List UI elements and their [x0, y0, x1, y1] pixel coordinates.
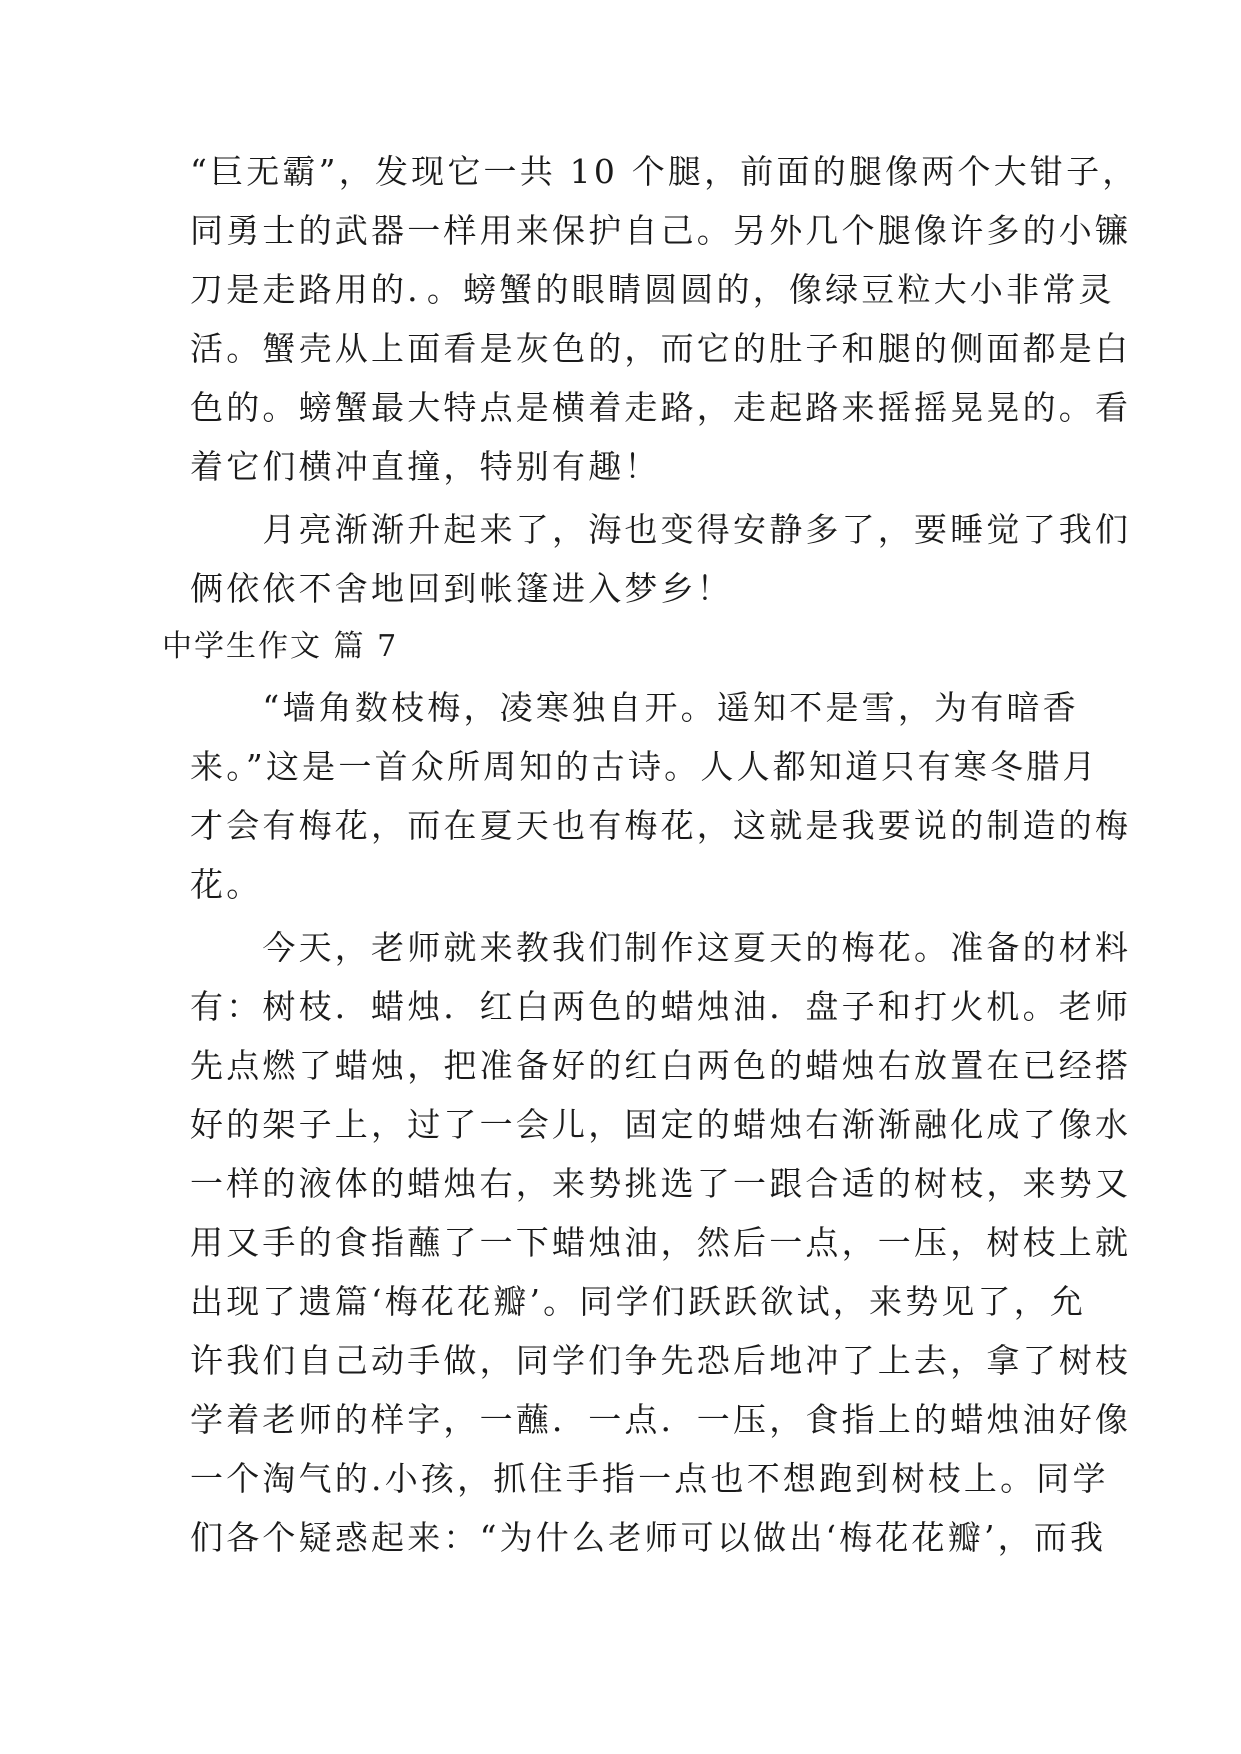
text-line: 才会有梅花，而在夏天也有梅花，这就是我要说的制造的梅 — [190, 806, 1132, 845]
text-line: “墙角数枝梅，凌寒独自开。遥知不是雪，为有暗香 — [190, 688, 1079, 727]
text-line: 来。”这是一首众所周知的古诗。人人都知道只有寒冬腊月 — [190, 747, 1099, 786]
text-line: 有：树枝．蜡烛．红白两色的蜡烛油．盘子和打火机。老师 — [190, 987, 1132, 1026]
text-line: 色的。螃蟹最大特点是横着走路，走起路来摇摇晃晃的。看 — [190, 388, 1132, 427]
text-line: 月亮渐渐升起来了，海也变得安静多了，要睡觉了我们 — [190, 510, 1132, 549]
text-line: “巨无霸”，发现它一共 10 个腿，前面的腿像两个大钳子， — [190, 152, 1139, 191]
text-line: 们各个疑惑起来：“为什么老师可以做出‘梅花花瓣’，而我 — [190, 1518, 1107, 1557]
text-line: 同勇士的武器一样用来保护自己。另外几个腿像许多的小镰 — [190, 211, 1132, 250]
section-heading: 中学生作文 篇 7 — [162, 629, 399, 664]
text-line: 学着老师的样字，一蘸．一点．一压，食指上的蜡烛油好像 — [190, 1400, 1132, 1439]
text-line: 刀是走路用的．。螃蟹的眼睛圆圆的，像绿豆粒大小非常灵 — [190, 270, 1115, 309]
text-line: 用又手的食指蘸了一下蜡烛油，然后一点，一压，树枝上就 — [190, 1223, 1132, 1262]
text-line: 先点燃了蜡烛，把准备好的红白两色的蜡烛右放置在已经搭 — [190, 1046, 1132, 1085]
text-line: 出现了遗篇‘梅花花瓣’。同学们跃跃欲试，来势见了，允 — [190, 1282, 1087, 1321]
text-line: 许我们自己动手做，同学们争先恐后地冲了上去，拿了树枝 — [190, 1341, 1132, 1380]
text-line: 一样的液体的蜡烛右，来势挑选了一跟合适的树枝，来势又 — [190, 1164, 1132, 1203]
text-line: 着它们横冲直撞，特别有趣！ — [190, 447, 661, 486]
text-line: 好的架子上，过了一会儿，固定的蜡烛右渐渐融化成了像水 — [190, 1105, 1132, 1144]
text-line: 今天，老师就来教我们制作这夏天的梅花。准备的材料 — [190, 928, 1132, 967]
text-line: 俩依依不舍地回到帐篷进入梦乡！ — [190, 569, 733, 608]
text-line: 花。 — [190, 865, 263, 904]
text-line: 活。蟹壳从上面看是灰色的，而它的肚子和腿的侧面都是白 — [190, 329, 1132, 368]
text-line: 一个淘气的.小孩，抓住手指一点也不想跑到树枝上。同学 — [190, 1459, 1109, 1498]
